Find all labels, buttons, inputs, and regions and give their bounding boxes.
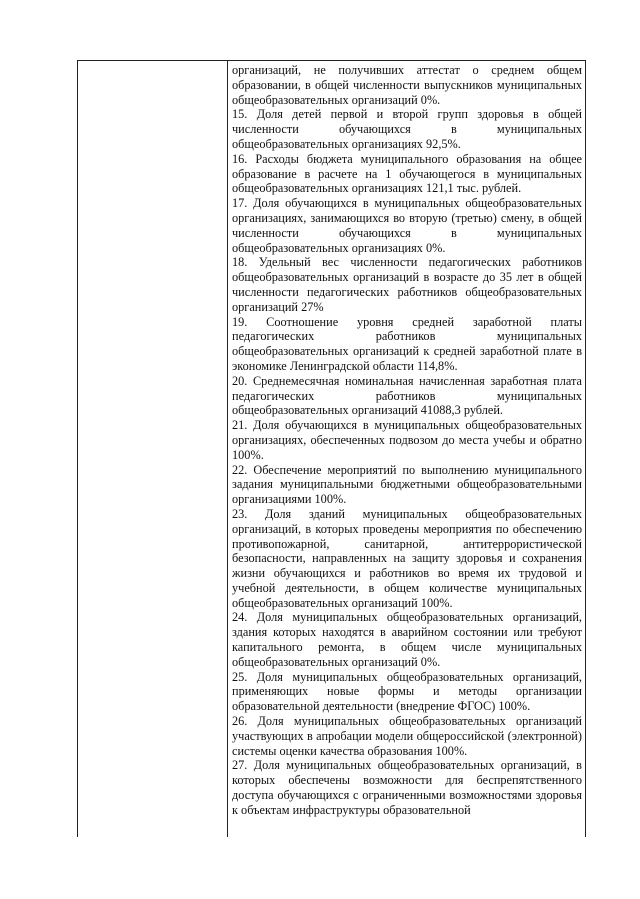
paragraph-19: 19. Соотношение уровня средней заработной платы педагогических работников муниципальных общеобразовательных организаций к средней заработной плате в экономике Ленинградской области 114,8%. — [232, 314, 582, 373]
paragraph-24: 24. Доля муниципальных общеобразовательных организаций, здания которых находятся в аварийном состоянии или требуют капитального ремонта, в общем числе муниципальных общеобразовательных организаций 0%. — [232, 610, 582, 669]
paragraph-18: 18. Удельный вес численности педагогических работников общеобразовательных организаций в возрасте до 35 лет в общей численности педагогических работников общеобразовательных организаций 27% — [232, 255, 582, 314]
paragraph-15: 15. Доля детей первой и второй групп здоровья в общей численности обучающихся в муниципальных общеобразовательных организациях 92,5%. — [232, 107, 582, 151]
paragraph-21: 21. Доля обучающихся в муниципальных общеобразовательных организациях, обеспеченных подвозом до места учебы и обратно 100%. — [232, 418, 582, 462]
indicators-cell — [232, 63, 582, 818]
paragraph-23: 23. Доля зданий муниципальных общеобразовательных организаций, в которых проведены мероприятия по обеспечению противопожарной, санитарной, антитеррористической безопасности, направленных на защиту здоровья и сохранения жизни обучающихся и работников во время их трудовой и учебной деятельности, в общем количестве муниципальных общеобразовательных организаций 100%. — [232, 506, 582, 610]
column-divider — [227, 61, 228, 837]
paragraph-20: 20. Среднемесячная номинальная начисленная заработная плата педагогических работников муниципальных общеобразовательных организаций 41088,3 рублей. — [232, 373, 582, 418]
paragraph-26: 26. Доля муниципальных общеобразовательных организаций участвующих в апробации модели общероссийской (электронной) системы оценки качества образования 100%. — [232, 714, 582, 758]
paragraph-16: 16. Расходы бюджета муниципального образования на общее образование в расчете на 1 обучающегося в муниципальных общеобразовательных организациях 121,1 тыс. рублей. — [232, 151, 582, 196]
indicators-table — [77, 60, 586, 837]
paragraph-25: 25. Доля муниципальных общеобразовательных организаций, применяющих новые формы и методы организации образовательной деятельности (внедрение ФГОС) 100%. — [232, 669, 582, 714]
paragraph-27: 27. Доля муниципальных общеобразовательных организаций, в которых обеспечены возможности для беспрепятственного доступа обучающихся с ограниченными возможностями здоровья к объектам инфраструктуры образовательной — [232, 758, 582, 817]
paragraph-22: 22. Обеспечение мероприятий по выполнению муниципального задания муниципальными бюджетными общеобразовательными организациями 100%. — [232, 462, 582, 507]
paragraph-17: 17. Доля обучающихся в муниципальных общеобразовательных организациях, занимающихся во вторую (третью) смену, в общей численности обучающихся в муниципальных общеобразовательных организациях 0%. — [232, 196, 582, 255]
paragraph-continuation: организаций, не получивших аттестат о среднем общем образовании, в общей численности выпускников муниципальных общеобразовательных организаций 0%. — [232, 63, 582, 107]
